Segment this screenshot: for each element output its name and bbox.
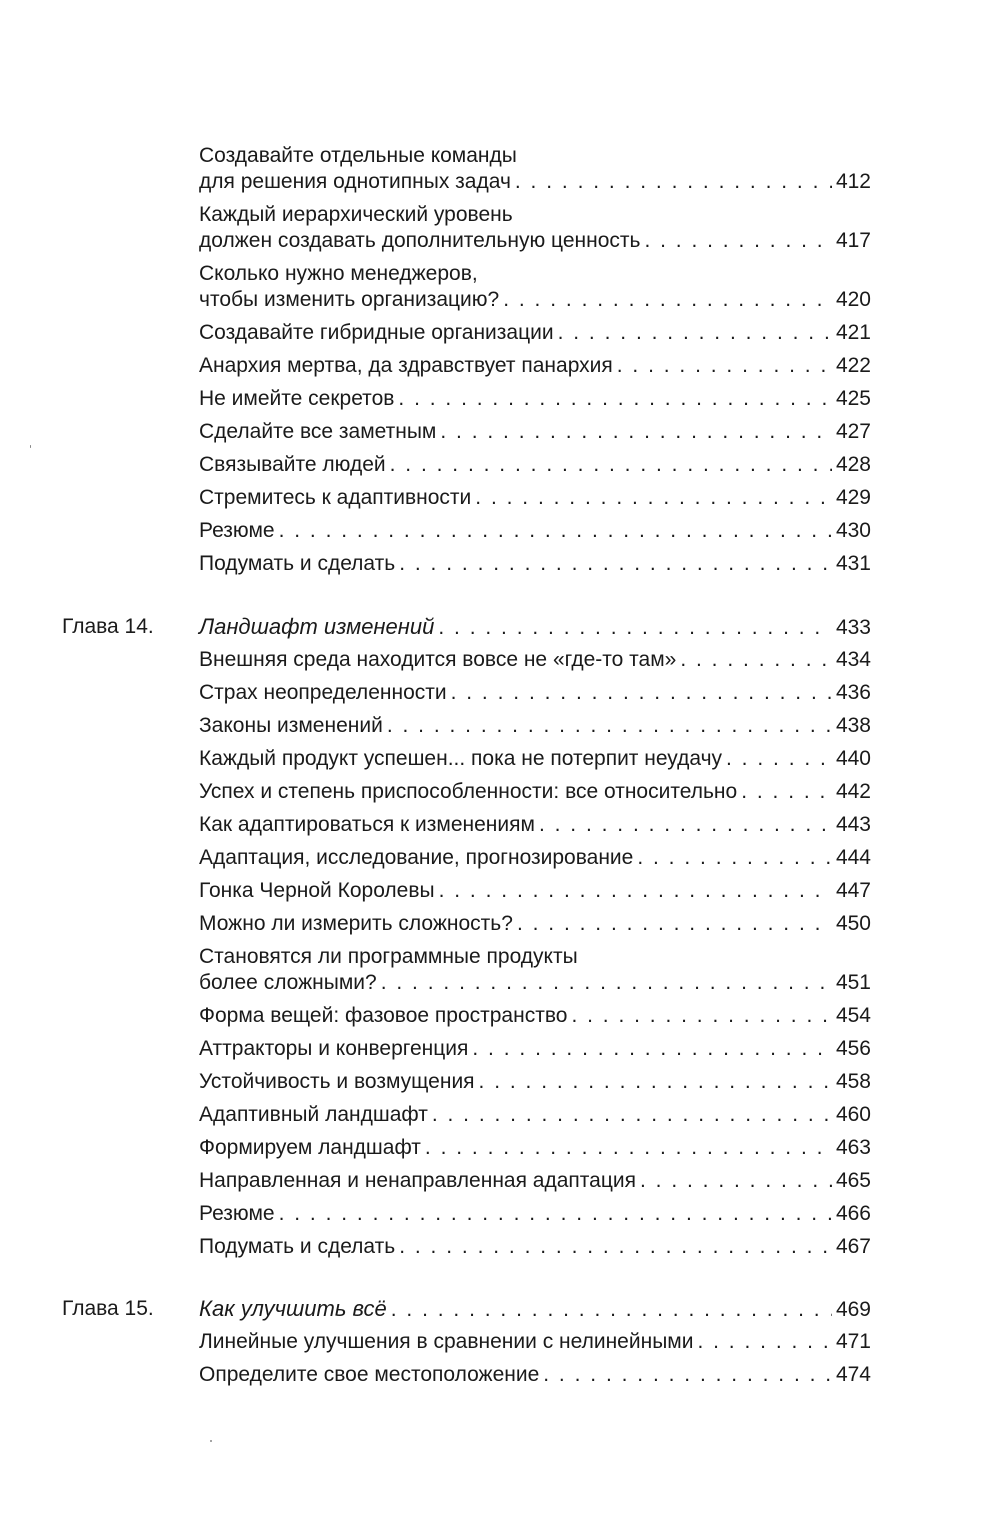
page-number: 427 xyxy=(835,420,871,443)
entry-title: Не имейте секретов xyxy=(199,387,395,410)
dot-leader xyxy=(398,386,832,412)
page-number: 450 xyxy=(835,912,871,935)
dot-leader xyxy=(472,1036,832,1062)
entry-row xyxy=(199,746,871,772)
page-number: 436 xyxy=(835,681,871,704)
page-number: 431 xyxy=(835,552,871,575)
toc-entry xyxy=(199,419,871,445)
dot-leader xyxy=(726,746,832,772)
entry-row xyxy=(199,169,871,195)
page-number: 451 xyxy=(835,971,871,994)
page-number: 447 xyxy=(835,879,871,902)
entry-title: Подумать и сделать xyxy=(199,552,396,575)
entry-title: Создавайте гибридные организации xyxy=(199,321,554,344)
toc-entry xyxy=(199,1201,871,1227)
toc-entry xyxy=(199,1234,871,1260)
entry-title: Резюме xyxy=(199,1202,275,1225)
page-number: 471 xyxy=(835,1330,871,1353)
entry-row xyxy=(199,1362,871,1388)
chapter-heading xyxy=(199,614,871,641)
page-number: 412 xyxy=(835,170,871,193)
entry-title: Гонка Черной Королевы xyxy=(199,879,435,902)
page-number: 444 xyxy=(835,846,871,869)
entry-title: Сделайте все заметным xyxy=(199,420,437,443)
entry-row xyxy=(199,353,871,379)
toc-entry xyxy=(199,551,871,577)
entry-row xyxy=(199,1003,871,1029)
entry-title: Адаптивный ландшафт xyxy=(199,1103,428,1126)
toc-entry xyxy=(199,386,871,412)
page-number: 433 xyxy=(835,616,871,639)
dot-leader xyxy=(617,353,832,379)
dot-leader xyxy=(697,1329,831,1355)
entry-row xyxy=(199,647,871,673)
toc-entry xyxy=(199,1102,871,1128)
page-number: 422 xyxy=(835,354,871,377)
page-number: 454 xyxy=(835,1004,871,1027)
entry-row xyxy=(199,485,871,511)
scan-speck xyxy=(210,1440,212,1442)
dot-leader xyxy=(517,911,832,937)
page-number: 430 xyxy=(835,519,871,542)
toc-entry xyxy=(199,1362,871,1388)
entry-title: Стремитесь к адаптивности xyxy=(199,486,472,509)
dot-leader xyxy=(381,970,832,996)
page-number: 456 xyxy=(835,1037,871,1060)
entry-title: Каждый продукт успешен... пока не потерпит неудачу xyxy=(199,747,723,770)
entry-row xyxy=(199,1234,871,1260)
entry-row xyxy=(199,551,871,577)
scan-speck xyxy=(30,445,31,448)
entry-row xyxy=(199,320,871,346)
dot-leader xyxy=(387,713,832,739)
toc-entry xyxy=(199,944,871,996)
page-number: 466 xyxy=(835,1202,871,1225)
page-number: 434 xyxy=(835,648,871,671)
chapter-label: Глава 14. xyxy=(62,615,154,638)
toc-entry xyxy=(199,320,871,346)
dot-leader xyxy=(399,1234,832,1260)
page-number: 417 xyxy=(835,229,871,252)
toc-entry xyxy=(199,1329,871,1355)
dot-leader xyxy=(558,320,832,346)
entry-title: Определите свое местоположение xyxy=(199,1363,540,1386)
page-number: 460 xyxy=(835,1103,871,1126)
entry-row xyxy=(199,452,871,478)
entry-row xyxy=(199,812,871,838)
dot-leader xyxy=(438,615,832,641)
dot-leader xyxy=(439,878,832,904)
entry-row xyxy=(199,1135,871,1161)
page-number: 443 xyxy=(835,813,871,836)
chapter-title: Ландшафт изменений xyxy=(199,614,435,639)
entry-title: более сложными? xyxy=(199,971,377,994)
dot-leader xyxy=(391,1297,832,1323)
toc-entry xyxy=(199,143,871,195)
page-number: 465 xyxy=(835,1169,871,1192)
toc-entry xyxy=(199,713,871,739)
page-number: 438 xyxy=(835,714,871,737)
entry-title-line: Создавайте отдельные команды xyxy=(199,144,517,167)
page-number: 458 xyxy=(835,1070,871,1093)
dot-leader xyxy=(440,419,832,445)
page-number: 440 xyxy=(835,747,871,770)
entry-row xyxy=(199,1296,871,1323)
entry-row xyxy=(199,680,871,706)
toc-entry xyxy=(199,261,871,313)
dot-leader xyxy=(543,1362,832,1388)
entry-row xyxy=(199,1036,871,1062)
entry-title: должен создавать дополнительную ценность xyxy=(199,229,641,252)
page-number: 420 xyxy=(835,288,871,311)
entry-row xyxy=(199,713,871,739)
page-number: 442 xyxy=(835,780,871,803)
entry-title: Направленная и ненаправленная адаптация xyxy=(199,1169,636,1192)
dot-leader xyxy=(503,287,832,313)
entry-title: Внешняя среда находится вовсе не «где-то там» xyxy=(199,648,677,671)
entry-row xyxy=(199,1102,871,1128)
entry-row xyxy=(199,911,871,937)
entry-title: для решения однотипных задач xyxy=(199,170,511,193)
entry-row xyxy=(199,518,871,544)
dot-leader xyxy=(741,779,832,805)
entry-title: Анархия мертва, да здравствует панархия xyxy=(199,354,613,377)
page-number: 469 xyxy=(835,1298,871,1321)
page-number: 421 xyxy=(835,321,871,344)
entry-row xyxy=(199,386,871,412)
entry-row xyxy=(199,419,871,445)
toc-entry xyxy=(199,1003,871,1029)
toc-entry xyxy=(199,452,871,478)
dot-leader xyxy=(399,551,832,577)
toc-entry xyxy=(199,485,871,511)
dot-leader xyxy=(475,485,832,511)
entry-title: Линейные улучшения в сравнении с нелинейными xyxy=(199,1330,694,1353)
dot-leader xyxy=(571,1003,832,1029)
entry-title: Можно ли измерить сложность? xyxy=(199,912,513,935)
entry-title: Адаптация, исследование, прогнозирование xyxy=(199,846,634,869)
toc-entry xyxy=(199,680,871,706)
entry-row xyxy=(199,1069,871,1095)
toc-entry xyxy=(199,911,871,937)
dot-leader xyxy=(640,1168,832,1194)
entry-row xyxy=(199,779,871,805)
chapter-heading xyxy=(199,1296,871,1323)
entry-title: Устойчивость и возмущения xyxy=(199,1070,475,1093)
entry-title: Резюме xyxy=(199,519,275,542)
entry-row xyxy=(199,228,871,254)
toc-entry xyxy=(199,812,871,838)
toc-entry xyxy=(199,647,871,673)
dot-leader xyxy=(644,228,832,254)
entry-title: Связывайте людей xyxy=(199,453,386,476)
toc-entry xyxy=(199,779,871,805)
dot-leader xyxy=(432,1102,832,1128)
toc-entry xyxy=(199,1168,871,1194)
entry-row xyxy=(199,970,871,996)
toc-entry xyxy=(199,1036,871,1062)
page-number: 425 xyxy=(835,387,871,410)
dot-leader xyxy=(637,845,832,871)
page-number: 429 xyxy=(835,486,871,509)
entry-title: чтобы изменить организацию? xyxy=(199,288,500,311)
entry-row xyxy=(199,878,871,904)
page-number: 467 xyxy=(835,1235,871,1258)
entry-title-line: Становятся ли программные продукты xyxy=(199,945,578,968)
toc-entry xyxy=(199,1135,871,1161)
page-number: 474 xyxy=(835,1363,871,1386)
entry-title: Подумать и сделать xyxy=(199,1235,396,1258)
toc-entry xyxy=(199,353,871,379)
dot-leader xyxy=(680,647,832,673)
chapter-title: Как улучшить всё xyxy=(199,1296,387,1321)
entry-row xyxy=(199,287,871,313)
entry-title-line: Сколько нужно менеджеров, xyxy=(199,262,478,285)
toc-entry xyxy=(199,746,871,772)
toc-entry xyxy=(199,202,871,254)
entry-title: Успех и степень приспособленности: все относительно xyxy=(199,780,738,803)
entry-row xyxy=(199,845,871,871)
dot-leader xyxy=(479,1069,832,1095)
entry-title: Форма вещей: фазовое пространство xyxy=(199,1004,568,1027)
dot-leader xyxy=(451,680,832,706)
entry-row xyxy=(199,1329,871,1355)
entry-title: Аттракторы и конвергенция xyxy=(199,1037,469,1060)
dot-leader xyxy=(279,518,832,544)
entry-title: Законы изменений xyxy=(199,714,383,737)
toc-entry xyxy=(199,518,871,544)
dot-leader xyxy=(279,1201,832,1227)
entry-title: Как адаптироваться к изменениям xyxy=(199,813,535,836)
entry-title: Формируем ландшафт xyxy=(199,1136,421,1159)
page-number: 463 xyxy=(835,1136,871,1159)
entry-row xyxy=(199,614,871,641)
toc-entry xyxy=(199,1069,871,1095)
toc-entry xyxy=(199,878,871,904)
chapter-label: Глава 15. xyxy=(62,1297,154,1320)
entry-title-line: Каждый иерархический уровень xyxy=(199,203,513,226)
toc-entry xyxy=(199,845,871,871)
dot-leader xyxy=(390,452,832,478)
entry-row xyxy=(199,1201,871,1227)
entry-row xyxy=(199,1168,871,1194)
entry-title: Страх неопределенности xyxy=(199,681,447,704)
page-number: 428 xyxy=(835,453,871,476)
dot-leader xyxy=(539,812,832,838)
dot-leader xyxy=(515,169,832,195)
dot-leader xyxy=(425,1135,832,1161)
